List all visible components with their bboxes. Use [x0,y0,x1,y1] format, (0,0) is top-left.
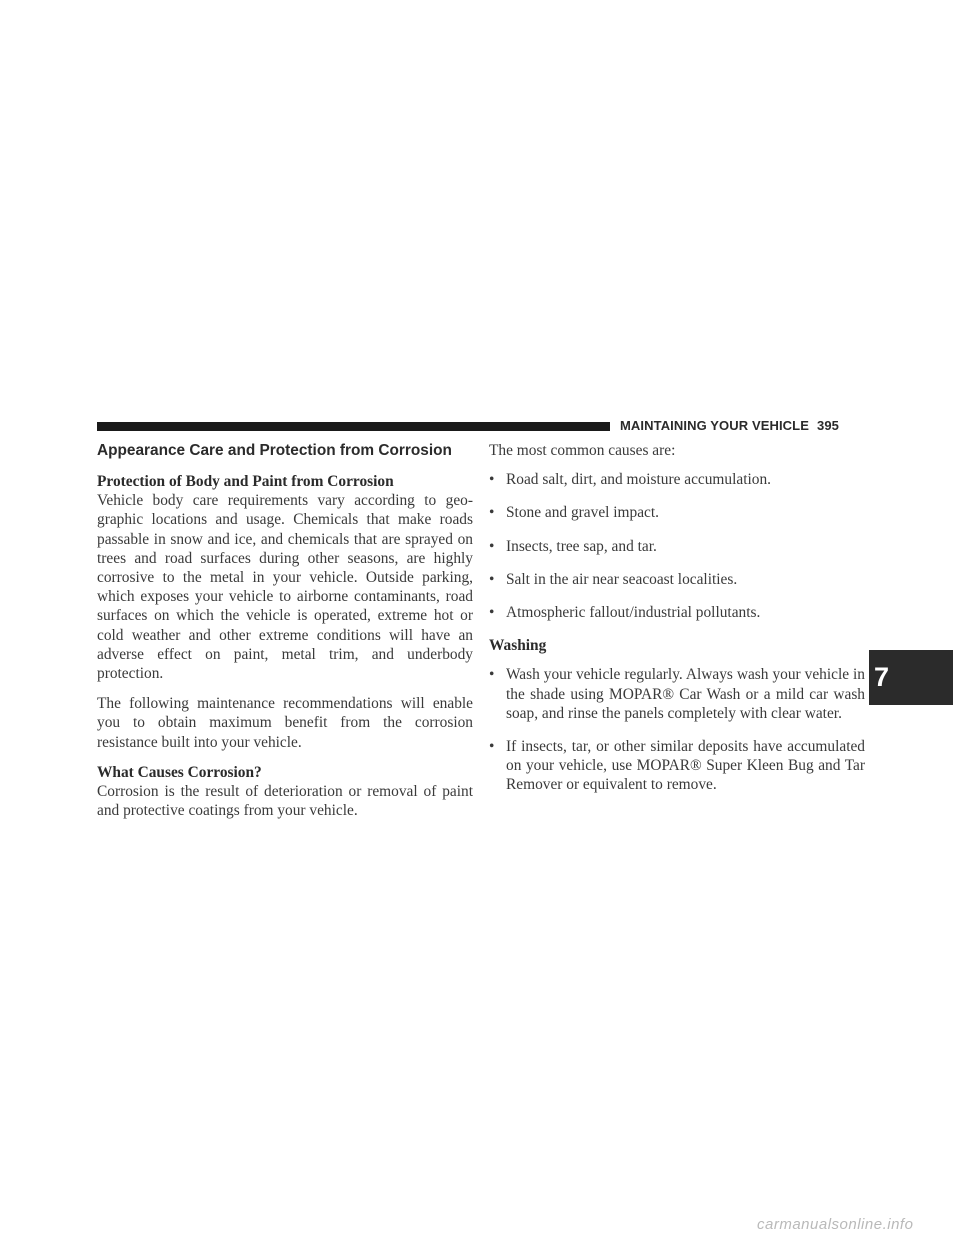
washing-list [489,665,865,794]
list-item: • Salt in the air near seacoast localities. [489,570,738,588]
bullet-icon: • [489,471,495,489]
bullet-icon: • [489,738,495,756]
subhead-washing: Washing [489,637,547,655]
left-column [97,441,473,831]
bullet-icon: • [489,666,495,684]
causes-intro: The most common causes are: [489,442,676,459]
bullet-icon: • [489,570,495,588]
list-item: • Insects, tree sap, and tar. [489,537,657,555]
causes-list [489,470,865,622]
subhead-causes: What Causes Corrosion? [97,763,262,781]
page-number: 395 [816,418,839,433]
list-item: • Wash your vehicle regularly. Always wash your vehicle in the shade using MOPAR® Car Wash or a mild car wash soap, and rinse the panels completely with clear water. [489,666,865,722]
list-item: • Road salt, dirt, and moisture accumulation. [489,471,771,489]
running-head-title: MAINTAINING YOUR VEHICLE [620,418,809,433]
list-item: • Atmospheric fallout/industrial pollutants. [489,604,761,622]
chapter-number: 7 [874,662,890,692]
list-item: • Stone and gravel impact. [489,504,660,522]
section-title: Appearance Care and Protection from Corrosion [97,442,452,459]
header-rule [97,422,610,431]
paragraph-recommendations: The following maintenance recommendations will enable you to obtain maximum benefit from the corrosion resistance built into your vehicle. [97,695,473,751]
running-head [620,418,839,433]
paragraph-corrosion-definition: Corrosion is the result of deterioration or removal of paint and protective coatings from your vehicle. [97,783,473,820]
subhead-protection: Protection of Body and Paint from Corrosion [97,473,394,490]
bullet-icon: • [489,504,495,522]
right-column [489,441,865,809]
bullet-icon: • [489,537,495,555]
paragraph-body-care: Vehicle body care requirements vary according to geographic locations and usage. Chemicals that make roads passable in snow and ice, and chemicals that are sprayed on trees and road surfaces during other seasons, are highly corrosive to the metal in your vehicle. Outside parking, which exposes your vehicle to airborne contaminants, road surfaces on which the vehicle is operated, extreme hot or cold weather and other extreme conditions will have an adverse effect on paint, metal trim, and underbody protection. [97,492,473,683]
chapter-tab [869,650,953,705]
watermark-logo: carmanualsonline.info [757,1216,914,1233]
bullet-icon: • [489,604,495,622]
list-item: • If insects, tar, or other similar deposits have accumulated on your vehicle, use MOPAR® Super Kleen Bug and Tar Remover or equivalent to remove. [489,738,865,794]
